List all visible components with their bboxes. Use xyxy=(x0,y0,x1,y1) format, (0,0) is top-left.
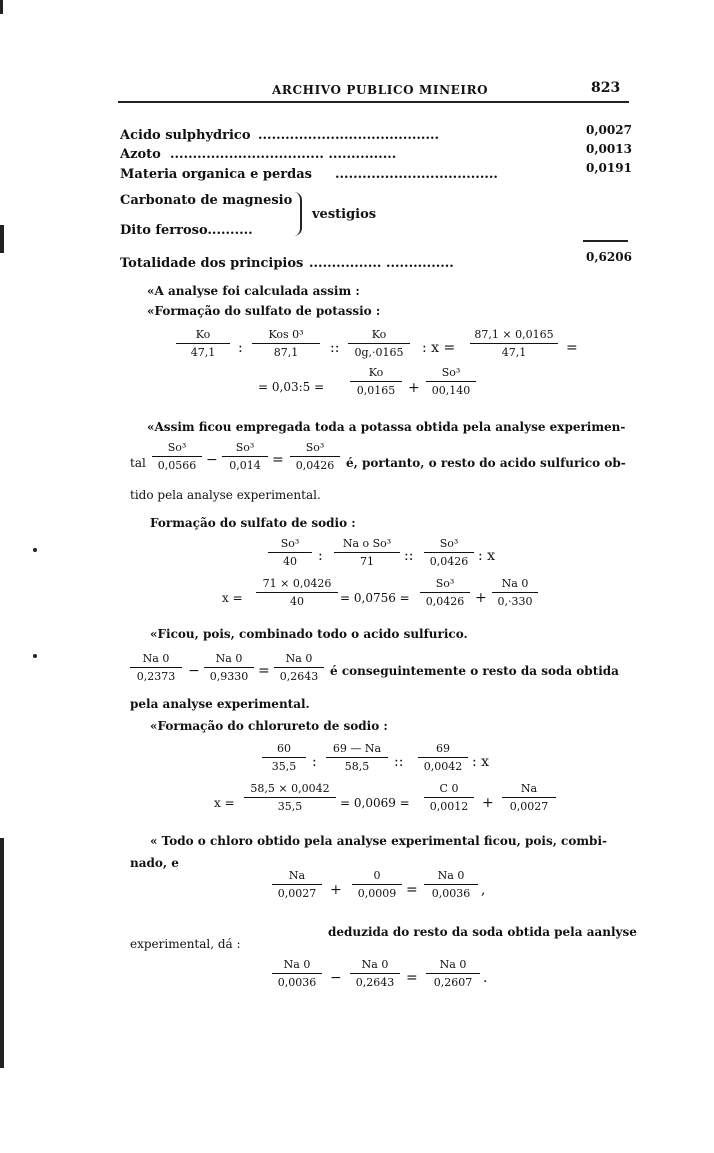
item-dots: .................................... xyxy=(335,167,498,182)
fraction: Na 0 0,·330 xyxy=(492,577,538,608)
item-dots: ........................................ xyxy=(258,128,440,143)
operator: . xyxy=(483,970,488,986)
total-label: Totalidade dos principios xyxy=(120,256,304,271)
paragraph-line: tido pela analyse experimental. xyxy=(130,488,321,502)
fraction: Na 0 0,2607 xyxy=(426,958,480,989)
paragraph-line: «Formação do chlorureto de sodio : xyxy=(150,719,388,733)
operator: = xyxy=(258,663,270,679)
vestigios-label: vestigios xyxy=(312,207,377,222)
vestigio-item: Carbonato de magnesio xyxy=(120,193,293,208)
item-value: 0,0013 xyxy=(586,142,632,156)
text-tal: tal xyxy=(130,456,146,470)
operator: − xyxy=(206,452,218,468)
item-value: 0,0191 xyxy=(586,161,632,175)
fraction: 58,5 × 0,0042 35,5 xyxy=(244,782,336,813)
running-header: ARCHIVO PUBLICO MINEIRO xyxy=(272,83,489,97)
scan-edge-line xyxy=(0,838,4,1068)
operator: + xyxy=(482,795,494,811)
fraction: Kos 0³ 87,1 xyxy=(252,328,320,359)
paragraph-line: é, portanto, o resto do acido sulfurico ob- xyxy=(346,456,626,470)
fraction: Na o So³ 71 xyxy=(334,537,400,568)
fraction: So³ 0,014 xyxy=(222,441,268,472)
fraction: Na 0 0,2643 xyxy=(350,958,400,989)
total-value: 0,6206 xyxy=(586,250,632,264)
item-label: Azoto xyxy=(120,147,161,162)
fraction: C 0 0,0012 xyxy=(424,782,474,813)
operator: = xyxy=(406,882,418,898)
operator: :: xyxy=(404,548,414,564)
paragraph-line: deduzida do resto da soda obtida pela aanlyse xyxy=(328,925,637,939)
equation-result: = 0,0756 = xyxy=(340,591,410,605)
fraction: Na 0 0,2643 xyxy=(274,652,324,683)
paragraph-line: Formação do sulfato de sodio : xyxy=(150,516,356,530)
operator: = xyxy=(566,340,578,356)
scan-dot-1 xyxy=(33,548,37,552)
operator: − xyxy=(330,970,342,986)
equation-result: = 0,0069 = xyxy=(340,796,410,810)
fraction: So³ 40 xyxy=(268,537,312,568)
item-dots: .................................. ............... xyxy=(170,147,397,162)
operator: : x xyxy=(478,548,496,564)
fraction: So³ 0,0426 xyxy=(290,441,340,472)
operator: + xyxy=(408,380,420,396)
operator: + xyxy=(475,590,487,606)
equation-result: = 0,03:5 = xyxy=(258,380,325,394)
operator: : x = xyxy=(422,340,456,356)
fraction: So³ 00,140 xyxy=(426,366,476,397)
fraction: Na 0 0,0036 xyxy=(424,869,478,900)
fraction: Ko 0,0165 xyxy=(350,366,402,397)
fraction: 69 — Na 58,5 xyxy=(326,742,388,773)
fraction: 71 × 0,0426 40 xyxy=(256,577,338,608)
sum-rule xyxy=(583,240,628,242)
fraction: 69 0,0042 xyxy=(418,742,468,773)
operator: : xyxy=(312,754,317,770)
fraction: 87,1 × 0,0165 47,1 xyxy=(470,328,558,359)
fraction: Na 0,0027 xyxy=(272,869,322,900)
operator: = xyxy=(272,452,284,468)
fraction: Na 0 0,0036 xyxy=(272,958,322,989)
fraction: So³ 0,0426 xyxy=(424,537,474,568)
fraction: 60 35,5 xyxy=(262,742,306,773)
paragraph-line: «Assim ficou empregada toda a potassa obtida pela analyse experimen- xyxy=(147,420,626,434)
item-label: Materia organica e perdas xyxy=(120,167,312,182)
brace xyxy=(294,192,302,236)
operator: : x xyxy=(472,754,490,770)
fraction: Na 0 0,2373 xyxy=(130,652,182,683)
fraction: Na 0 0,9330 xyxy=(204,652,254,683)
operator: : xyxy=(318,548,323,564)
operator: = xyxy=(406,970,418,986)
paragraph-line: «Ficou, pois, combinado todo o acido sulfurico. xyxy=(150,627,468,641)
vestigio-item: Dito ferroso.......... xyxy=(120,223,253,238)
fraction: So³ 0,0426 xyxy=(420,577,470,608)
equation-x: x = xyxy=(214,796,235,810)
fraction: Ko 47,1 xyxy=(176,328,230,359)
scan-dot-2 xyxy=(33,654,37,658)
paragraph-line: «Formação do sulfato de potassio : xyxy=(147,304,381,318)
paragraph-line: «A analyse foi calculada assim : xyxy=(147,284,360,298)
operator: :: xyxy=(330,340,340,356)
header-rule xyxy=(118,101,629,103)
page-number: 823 xyxy=(591,80,621,96)
paragraph-line: pela analyse experimental. xyxy=(130,697,310,711)
operator: − xyxy=(188,663,200,679)
paragraph-line: « Todo o chloro obtido pela analyse experimental ficou, pois, combi- xyxy=(150,834,607,848)
operator: : xyxy=(238,340,243,356)
fraction: 0 0,0009 xyxy=(352,869,402,900)
fraction: Ko 0g,·0165 xyxy=(348,328,410,359)
scan-edge-top xyxy=(0,0,3,14)
paragraph-line: nado, e xyxy=(130,856,179,870)
total-dots: ................ ............... xyxy=(309,256,454,271)
operator: + xyxy=(330,882,342,898)
fraction: Na 0,0027 xyxy=(502,782,556,813)
fraction: So³ 0,0566 xyxy=(152,441,202,472)
item-value: 0,0027 xyxy=(586,123,632,137)
item-label: Acido sulphydrico xyxy=(120,128,251,143)
paragraph-line: experimental, dá : xyxy=(130,937,241,951)
scan-edge-mark xyxy=(0,225,4,253)
paragraph-line: é conseguintemente o resto da soda obtida xyxy=(330,664,619,678)
operator: :: xyxy=(394,754,404,770)
equation-x: x = xyxy=(222,591,243,605)
operator: , xyxy=(481,882,486,898)
